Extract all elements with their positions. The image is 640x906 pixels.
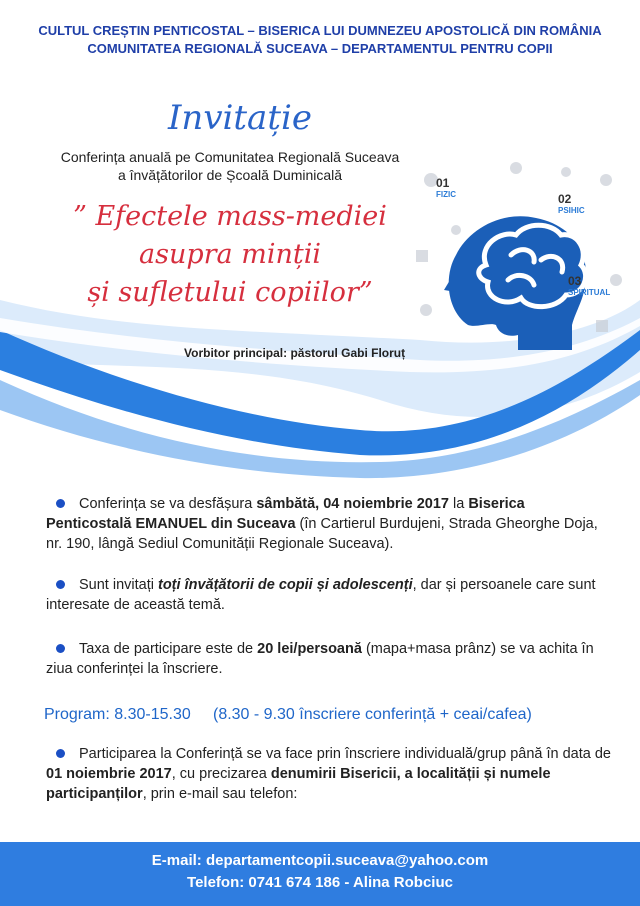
header-line-1: CULTUL CREȘTIN PENTICOSTAL – BISERICA LUI DUMNEZEU APOSTOLICĂ DIN ROMÂNIA: [38, 23, 602, 38]
bullet-icon: [56, 499, 65, 508]
p2-text-c: , dar și persoanele care sunt interesate de această temă.: [46, 577, 596, 613]
quote-line-3: și sufletului copiilor”: [87, 277, 373, 308]
bullet-icon: [56, 580, 65, 589]
label-fizic-name: FIZIC: [436, 190, 456, 199]
p3-fee: 20 lei/persoană: [257, 641, 362, 657]
main-speaker: Vorbitor principal: păstorul Gabi Floruț: [184, 346, 406, 360]
label-psihic-name: PSIHIC: [558, 206, 585, 215]
contact-footer: [0, 842, 640, 906]
p2-text-a: Sunt invitați: [79, 577, 158, 593]
subtitle-line-2: a învățătorilor de Școală Duminicală: [117, 167, 343, 183]
theme-quote: [40, 198, 420, 312]
label-spiritual-number: 03: [568, 274, 582, 288]
p1-text-c: la: [448, 496, 469, 512]
quote-line-2: asupra minții: [139, 239, 321, 270]
contact-email[interactable]: E-mail: departamentcopii.suceava@yahoo.com: [151, 852, 489, 869]
label-fizic: [436, 176, 456, 199]
label-psihic-number: 02: [558, 192, 572, 206]
header-line-2: COMUNITATEA REGIONALĂ SUCEAVA – DEPARTAMENTUL PENTRU COPII: [87, 41, 553, 56]
p4-text-c: , cu precizarea: [171, 766, 271, 782]
info-paragraph-1: [46, 494, 611, 554]
p1-address: (în Cartierul Burdujeni, Strada Gheorghe Doja, nr. 190, lângă Sediul Comunității Regionale Suceava).: [46, 516, 598, 552]
info-paragraph-4: [46, 744, 611, 804]
p1-text-a: Conferința se va desfășura: [79, 496, 257, 512]
subtitle-line-1: Conferința anuală pe Comunitatea Regională Suceava: [60, 149, 400, 165]
p1-venue: Biserica Penticostală EMANUEL din Suceava: [46, 496, 525, 532]
organization-header: [0, 22, 640, 58]
p4-required-info: denumirii Bisericii, a localității și numele participanților: [46, 766, 551, 802]
info-paragraph-2: [46, 575, 611, 615]
label-spiritual-name: SPIRITUAL: [568, 288, 611, 297]
bullet-icon: [56, 644, 65, 653]
program-label: Program: 8.30-15.30: [44, 706, 191, 723]
p3-text-a: Taxa de participare este de: [79, 641, 258, 657]
p4-text-a: Participarea la Conferință se va face prin înscriere individuală/grup până în data de: [79, 746, 611, 762]
p2-audience: toți învățătorii de copii și adolescenți: [158, 577, 413, 593]
conference-subtitle: [30, 148, 430, 184]
bullet-icon: [56, 749, 65, 758]
info-paragraph-3: [46, 639, 611, 679]
quote-line-1: ” Efectele mass-mediei: [73, 201, 387, 232]
p4-deadline: 01 noiembrie 2017: [46, 766, 172, 782]
p4-text-e: , prin e-mail sau telefon:: [142, 786, 298, 802]
label-fizic-number: 01: [436, 176, 450, 190]
label-spiritual: [568, 274, 610, 297]
p3-text-c: (mapa+masa prânz) se va achita în ziua conferinței la înscriere.: [46, 641, 594, 677]
invitation-title: Invitație: [167, 98, 312, 138]
p1-date: sâmbătă, 04 noiembrie 2017: [256, 496, 449, 512]
contact-phone[interactable]: Telefon: 0741 674 186 - Alina Robciuc: [187, 874, 453, 891]
label-psihic: [558, 192, 585, 215]
program-detail: (8.30 - 9.30 înscriere conferință + ceai/cafea): [212, 706, 532, 723]
brain-head-graphic: [416, 160, 626, 360]
program-schedule: [44, 706, 532, 724]
